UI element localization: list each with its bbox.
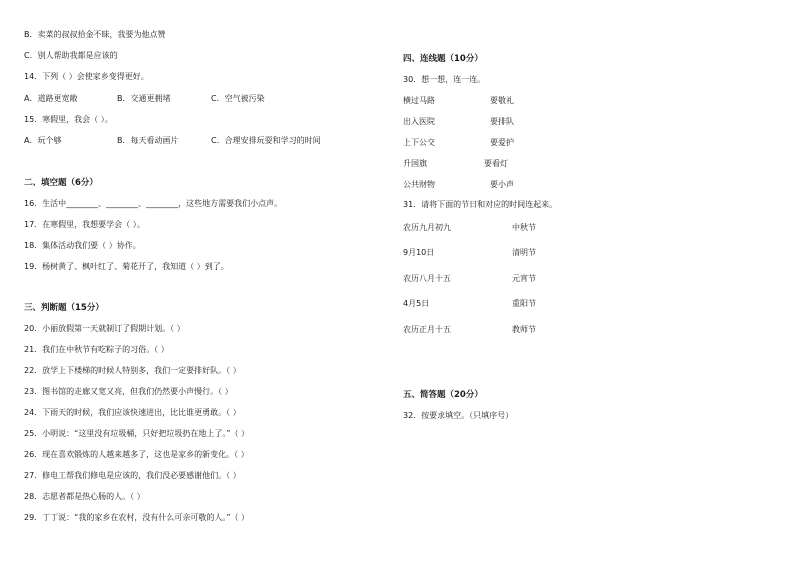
match30-right-2: 要排队 (490, 117, 514, 126)
question-30: 30．想一想，连一连。 (403, 75, 486, 84)
q15-option-a: A．玩个够 (24, 136, 62, 145)
question-17: 17．在寒假里，我想要学会（ ）。 (24, 220, 145, 229)
question-29: 29．丁丁说：“我的家乡在农村，没有什么可亲可敬的人。”（ ） (24, 513, 250, 522)
match30-left-4: 升国旗 (403, 159, 427, 168)
match30-left-5: 公共财物 (403, 180, 435, 189)
option-b-praise: B．卖菜的叔叔拾金不昧，我要为他点赞 (24, 30, 166, 39)
match30-right-1: 要敬礼 (490, 96, 514, 105)
question-31: 31．请将下面的节日和对应的时间连起来。 (403, 200, 558, 209)
match31-right-1: 中秋节 (512, 223, 536, 232)
match31-left-2: 9月10日 (403, 248, 435, 257)
question-24: 24．下雨天的时候，我们应该快速进出，比比谁更勇敢。（ ） (24, 408, 241, 417)
match30-left-3: 上下公交 (403, 138, 435, 147)
match31-left-1: 农历九月初九 (403, 223, 451, 232)
q15-option-c: C．合理安排玩耍和学习的时间 (211, 136, 321, 145)
question-23: 23．图书馆的走廊又宽又亮，但我们仍然要小声慢行。（ ） (24, 387, 233, 396)
question-15: 15．寒假里，我会（ ）。 (24, 115, 113, 124)
match30-right-3: 要爱护 (490, 138, 514, 147)
question-18: 18．集体活动我们要（ ）协作。 (24, 241, 141, 250)
question-14: 14．下列（ ）会使家乡变得更好。 (24, 72, 149, 81)
question-27: 27．修电工帮我们修电是应该的，我们没必要感谢他们。（ ） (24, 471, 241, 480)
match30-left-2: 出入医院 (403, 117, 435, 126)
match31-right-3: 元宵节 (512, 274, 536, 283)
match30-right-5: 要小声 (490, 180, 514, 189)
question-25: 25．小明说：“这里没有垃圾桶，只好把垃圾扔在地上了。”（ ） (24, 429, 250, 438)
question-22: 22．放学上下楼梯的时候人特别多，我们一定要排好队。（ ） (24, 366, 241, 375)
match31-right-5: 教师节 (512, 325, 536, 334)
question-28: 28．志愿者都是热心肠的人。（ ） (24, 492, 145, 501)
section-fill-blank-title: 二、填空题（6分） (24, 178, 98, 188)
q14-option-a: A．道路更宽敞 (24, 94, 78, 103)
q14-option-c: C．空气被污染 (211, 94, 265, 103)
question-21: 21．我们在中秋节有吃粽子的习俗。（ ） (24, 345, 169, 354)
match30-right-4: 要看灯 (484, 159, 508, 168)
question-20: 20．小丽放假第一天就制订了假期计划。（ ） (24, 324, 185, 333)
q15-option-b: B．每天看动画片 (117, 136, 179, 145)
option-c-help: C．别人帮助我都是应该的 (24, 51, 118, 60)
match31-right-4: 重阳节 (512, 299, 536, 308)
section-judge-title: 三、判断题（15分） (24, 303, 104, 313)
question-32: 32．按要求填空。（只填序号） (403, 411, 514, 420)
match31-left-5: 农历正月十五 (403, 325, 451, 334)
match31-left-3: 农历八月十五 (403, 274, 451, 283)
section-matching-title: 四、连线题（10分） (403, 54, 483, 64)
match31-left-4: 4月5日 (403, 299, 430, 308)
question-16: 16．生活中________、________、________，这些地方需要我们小点声。 (24, 199, 283, 208)
question-19: 19．杨树黄了、枫叶红了、菊花开了，我知道（ ）到了。 (24, 262, 229, 271)
match31-right-2: 清明节 (512, 248, 536, 257)
section-short-answer-title: 五、简答题（20分） (403, 390, 483, 400)
q14-option-b: B．交通更拥堵 (117, 94, 171, 103)
question-26: 26．现在喜欢锻炼的人越来越多了，这也是家乡的新变化。（ ） (24, 450, 249, 459)
match30-left-1: 横过马路 (403, 96, 435, 105)
